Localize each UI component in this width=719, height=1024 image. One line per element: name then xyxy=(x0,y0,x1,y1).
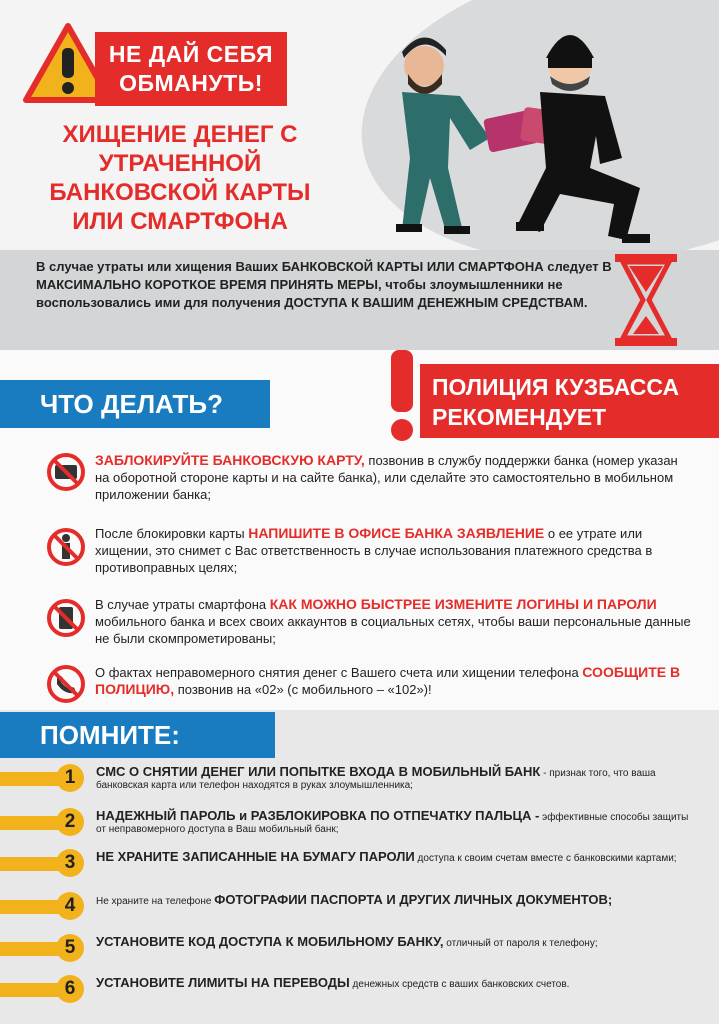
item-number: 6 xyxy=(56,975,84,1003)
police-line-2: РЕКОМЕНДУЕТ xyxy=(432,404,607,430)
remember-item-3 xyxy=(0,849,719,889)
thief-illustration xyxy=(390,18,710,250)
number-bar xyxy=(0,942,60,956)
hourglass-icon xyxy=(615,250,677,350)
remember-item-4 xyxy=(0,892,719,932)
number-bar xyxy=(0,816,60,830)
number-bar xyxy=(0,900,60,914)
remember-item-5 xyxy=(0,934,719,974)
number-bar xyxy=(0,857,60,871)
no-handset-icon xyxy=(46,664,86,704)
remember-item-1 xyxy=(0,764,719,804)
tip-2: После блокировки карты НАПИШИТЕ В ОФИСЕ БАНКА ЗАЯВЛЕНИЕ о ее утрате или хищении, это снимет с Вас ответственность в случае использования платежного средства в противоправных целях; xyxy=(95,525,653,575)
what-to-do-heading: ЧТО ДЕЛАТЬ? xyxy=(0,380,270,428)
item-number: 4 xyxy=(56,892,84,920)
item-text: УСТАНОВИТЕ ЛИМИТЫ НА ПЕРЕВОДЫ денежных средств с ваших банковских счетов. xyxy=(96,975,570,990)
number-bar xyxy=(0,772,60,786)
item-number: 5 xyxy=(56,934,84,962)
police-recommends-banner xyxy=(420,364,719,438)
number-bar xyxy=(0,983,60,997)
no-phone-icon xyxy=(46,598,86,638)
page-title: НЕ ДАЙ СЕБЯ ОБМАНУТЬ! xyxy=(95,32,287,106)
intro-text: В случае утраты или хищения Ваших БАНКОВСКОЙ КАРТЫ ИЛИ СМАРТФОНА следует В МАКСИМАЛЬНО КОРОТКОЕ ВРЕМЯ ПРИНЯТЬ МЕРЫ, чтобы злоумышленники не воспользовались ими для получения ДОСТУПА К ВАШИМ ДЕНЕЖНЫМ СРЕДСТВАМ. xyxy=(36,259,612,310)
remember-heading: ПОМНИТЕ: xyxy=(0,712,275,758)
no-card-icon xyxy=(46,452,86,492)
item-text: УСТАНОВИТЕ КОД ДОСТУПА К МОБИЛЬНОМУ БАНКУ, отличный от пароля к телефону; xyxy=(96,934,598,949)
item-number: 1 xyxy=(56,764,84,792)
item-text: СМС О СНЯТИИ ДЕНЕГ ИЛИ ПОПЫТКЕ ВХОДА В МОБИЛЬНЫЙ БАНК - признак того, что ваша банковская карта или телефон находятся в руках злоумышленника; xyxy=(96,764,656,791)
item-text: НЕ ХРАНИТЕ ЗАПИСАННЫЕ НА БУМАГУ ПАРОЛИ доступа к своим счетам вместе с банковскими картами; xyxy=(96,849,677,864)
remember-item-2 xyxy=(0,808,719,848)
page-subtitle: ХИЩЕНИЕ ДЕНЕГ С УТРАЧЕННОЙ БАНКОВСКОЙ КАРТЫ ИЛИ СМАРТФОНА xyxy=(49,121,311,235)
tip-4: О фактах неправомерного снятия денег с Вашего счета или хищении телефона СООБЩИТЕ В ПОЛИЦИЮ, позвонив на «02» (с мобильного – «102»)! xyxy=(95,664,681,697)
police-line-1: ПОЛИЦИЯ КУЗБАССА xyxy=(432,374,680,400)
item-number: 2 xyxy=(56,808,84,836)
item-text: НАДЕЖНЫЙ ПАРОЛЬ и РАЗБЛОКИРОВКА ПО ОТПЕЧАТКУ ПАЛЬЦА - эффективные способы защиты от неправомерного доступа в Ваш мобильный банк; xyxy=(96,808,689,835)
remember-item-6 xyxy=(0,975,719,1015)
tip-3: В случае утраты смартфона КАК МОЖНО БЫСТРЕЕ ИЗМЕНИТЕ ЛОГИНЫ И ПАРОЛИ мобильного банка и всех своих аккаунтов в социальных сетях, чтобы ваши персональные данные не были скомпрометированы; xyxy=(95,596,691,646)
item-text: Не храните на телефоне ФОТОГРАФИИ ПАСПОРТА И ДРУГИХ ЛИЧНЫХ ДОКУМЕНТОВ; xyxy=(96,892,613,907)
tip-1: ЗАБЛОКИРУЙТЕ БАНКОВСКУЮ КАРТУ, позвонив в службу поддержки банка (номер указан на оборотной стороне карты и на сайте банка), или сделайте это самостоятельно в мобильном приложении банка; xyxy=(95,452,678,502)
item-number: 3 xyxy=(56,849,84,877)
intro-banner xyxy=(0,250,719,350)
exclamation-icon xyxy=(385,348,419,443)
no-person-icon xyxy=(46,527,86,567)
